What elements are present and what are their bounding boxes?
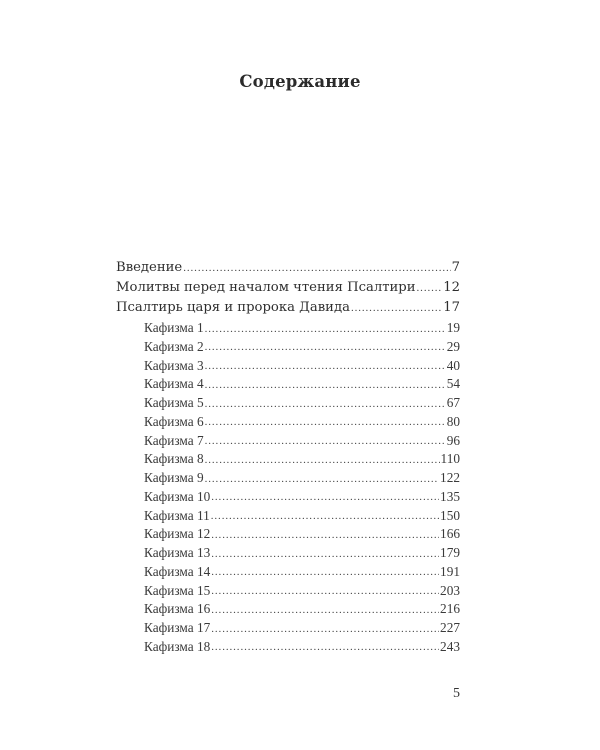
toc-entry-page: 216: [440, 601, 460, 617]
toc-dot-leader: [205, 470, 439, 489]
toc-entry-page: 67: [446, 395, 460, 411]
toc-entry: [116, 299, 460, 318]
toc-subentry: [116, 432, 460, 451]
toc-dot-leader: [211, 545, 439, 564]
toc-subentry: [116, 638, 460, 657]
toc-dot-leader: [205, 395, 446, 414]
toc-entry-page: 54: [446, 376, 460, 392]
toc-entry-page: 19: [446, 320, 460, 336]
toc-subentry: [116, 525, 460, 544]
toc-entry-page: 7: [451, 260, 460, 275]
toc-dot-leader: [205, 432, 446, 451]
toc-entry-page: 29: [446, 338, 460, 354]
toc-dot-leader: [211, 488, 439, 507]
toc-entry-label: Кафизма 14: [144, 563, 211, 579]
toc-subentry: [116, 338, 460, 357]
toc-subentry: [116, 507, 460, 526]
toc-entry-page: 227: [440, 620, 460, 636]
toc-dot-leader: [211, 563, 439, 582]
toc-dot-leader: [205, 338, 446, 357]
toc-dot-leader: [417, 279, 443, 298]
toc-entry-label: Кафизма 11: [144, 507, 210, 523]
toc-entry-page: 191: [440, 563, 460, 579]
toc-entry-label: Кафизма 9: [144, 470, 204, 486]
toc-entry-page: 122: [440, 470, 460, 486]
toc-entry-page: 179: [440, 545, 460, 561]
toc-subentry: [116, 413, 460, 432]
toc-entry-label: Кафизма 4: [144, 376, 204, 392]
toc-dot-leader: [351, 299, 442, 318]
toc-subentry: [116, 488, 460, 507]
toc-entry-label: Кафизма 8: [144, 451, 204, 467]
toc-dot-leader: [205, 376, 446, 395]
toc-dot-leader: [211, 638, 439, 657]
toc-entry-label: Кафизма 12: [144, 526, 211, 542]
toc-dot-leader: [205, 320, 446, 339]
toc-entry-label: Кафизма 17: [144, 620, 211, 636]
toc-dot-leader: [211, 582, 439, 601]
toc-entry: [116, 259, 460, 278]
toc-entry-label: Введение: [116, 260, 183, 275]
toc-entry-page: 135: [440, 488, 460, 504]
toc-subentry: [116, 600, 460, 619]
toc-entry-label: Кафизма 6: [144, 413, 204, 429]
toc-dot-leader: [211, 601, 439, 620]
toc-entry-page: 96: [446, 432, 460, 448]
toc-dot-leader: [211, 507, 439, 526]
toc-dot-leader: [205, 357, 446, 376]
toc-entry-label: Кафизма 1: [144, 320, 204, 336]
toc-dot-leader: [205, 451, 440, 470]
toc-entry-label: Псалтирь царя и пророка Давида: [116, 300, 350, 316]
toc-subentry: [116, 469, 460, 488]
toc-entry-page: 243: [440, 638, 460, 654]
page-title: Содержание: [239, 72, 361, 91]
toc-subentry: [116, 357, 460, 376]
toc-entry-label: Кафизма 3: [144, 357, 204, 373]
toc-entry-page: 17: [443, 300, 460, 316]
toc-subentry: [116, 582, 460, 601]
toc-entry-page: 110: [440, 451, 460, 467]
toc-entry-label: Кафизма 18: [144, 638, 211, 654]
toc-entry-page: 80: [446, 413, 460, 429]
toc-entry-page: 40: [446, 357, 460, 373]
toc-entry: [116, 279, 460, 298]
toc-entry-label: Кафизма 15: [144, 582, 211, 598]
toc-entry-label: Кафизма 7: [144, 432, 204, 448]
toc-entry-label: Молитвы перед началом чтения Псалтири: [116, 280, 416, 296]
toc-subentry: [116, 563, 460, 582]
toc-entry-page: 203: [440, 582, 460, 598]
toc-subentry: [116, 544, 460, 563]
page-number: 5: [453, 686, 460, 701]
toc-subentry: [116, 394, 460, 413]
toc-subentry: [116, 619, 460, 638]
toc-entry-label: Кафизма 13: [144, 545, 211, 561]
toc-entry-page: 12: [443, 280, 460, 296]
toc-subentry: [116, 450, 460, 469]
toc-entry-page: 166: [440, 526, 460, 542]
toc-entry-label: Кафизма 10: [144, 488, 211, 504]
toc-dot-leader: [211, 620, 439, 639]
toc-entry-label: Кафизма 5: [144, 395, 204, 411]
toc-subentry: [116, 319, 460, 338]
toc-entry-page: 150: [440, 507, 460, 523]
toc-dot-leader: [183, 259, 450, 278]
toc-dot-leader: [211, 526, 439, 545]
table-of-contents: [116, 259, 460, 657]
toc-entry-label: Кафизма 16: [144, 601, 211, 617]
toc-subentry: [116, 375, 460, 394]
toc-dot-leader: [205, 413, 446, 432]
toc-entry-label: Кафизма 2: [144, 338, 204, 354]
